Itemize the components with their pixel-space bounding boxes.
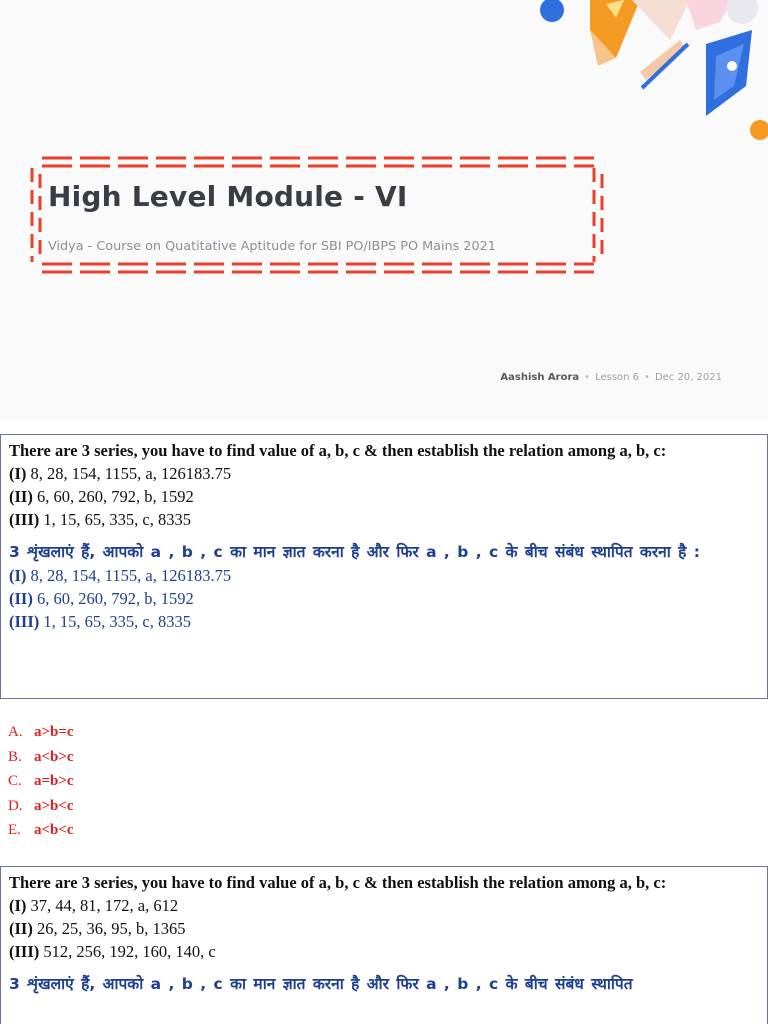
author-name: Aashish Arora [500,372,580,383]
question-intro-hindi: 3 शृंखलाएं हैं, आपको a , b , c का मान ज्ञात करना है और फिर a , b , c के बीच संबंध स्थापित [9,975,633,993]
option-c[interactable]: C. a=b>c [8,773,74,789]
module-subtitle: Vidya - Course on Quatitative Aptitude for SBI PO/IBPS PO Mains 2021 [48,239,496,254]
series-line-hindi: (II) 6, 60, 260, 792, b, 1592 [9,589,194,608]
module-title: High Level Module - VI [48,180,408,213]
series-line: (III) 1, 15, 65, 335, c, 8335 [9,510,191,529]
option-d[interactable]: D. a>b<c [8,797,74,814]
series-line: (II) 26, 25, 36, 95, b, 1365 [9,919,186,938]
stationery-illustration [520,0,768,160]
option-e[interactable]: E. a<b<c [8,822,74,838]
title-slide [0,0,768,420]
question-intro-hindi: 3 शृंखलाएं हैं, आपको a , b , c का मान ज्ञात करना है और फिर a , b , c के बीच संबंध स्थापित करना है : [9,543,701,561]
question-intro-english: There are 3 series, you have to find value of a, b, c & then establish the relation among a, b, c: [9,873,667,892]
lesson-date: Dec 20, 2021 [654,372,722,383]
series-line: (I) 8, 28, 154, 1155, a, 126183.75 [9,464,232,483]
question-box-2 [0,866,768,1024]
question-box-1 [0,434,768,699]
option-a[interactable]: A. a>b=c [8,724,74,740]
lesson-meta: Aashish Arora • Lesson 6 • Dec 20, 2021 [500,372,722,383]
answer-options [8,720,74,843]
series-line-hindi: (I) 8, 28, 154, 1155, a, 126183.75 [9,566,232,585]
title-frame [28,150,608,280]
question-intro-english: There are 3 series, you have to find value of a, b, c & then establish the relation among a, b, c: [9,441,667,460]
series-line: (II) 6, 60, 260, 792, b, 1592 [9,487,194,506]
series-line-hindi: (III) 1, 15, 65, 335, c, 8335 [9,612,191,631]
series-line: (I) 37, 44, 81, 172, a, 612 [9,896,179,915]
series-line: (III) 512, 256, 192, 160, 140, c [9,942,216,961]
option-b[interactable]: B. a<b>c [8,748,74,765]
lesson-number: Lesson 6 [595,372,640,383]
